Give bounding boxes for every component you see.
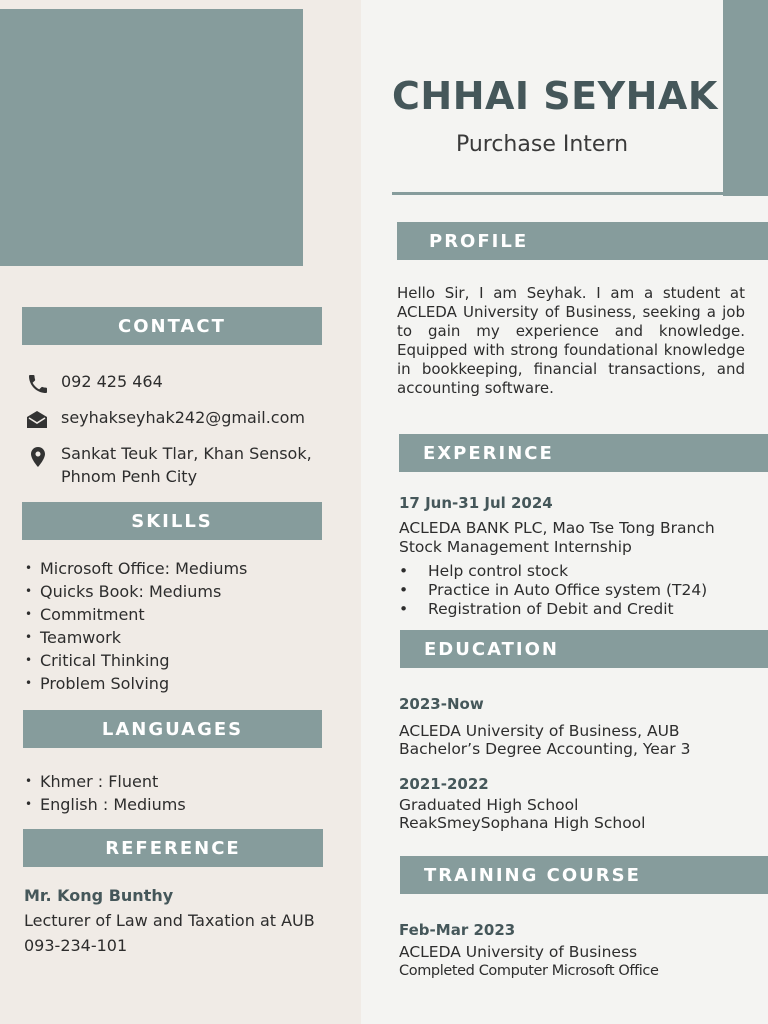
- list-item: • Help control stock: [397, 562, 707, 581]
- experience-bullets: [397, 562, 707, 619]
- training-line: ACLEDA University of Business: [399, 943, 638, 961]
- experience-role: Stock Management Internship: [399, 538, 632, 556]
- languages-list: [23, 770, 186, 816]
- training-line: Completed Computer Microsoft Office: [399, 963, 659, 979]
- reference-role: Lecturer of Law and Taxation at AUB: [24, 911, 315, 930]
- contact-phone: 092 425 464: [61, 372, 163, 391]
- list-item: • Critical Thinking: [23, 649, 247, 672]
- education-line: Bachelor’s Degree Accounting, Year 3: [399, 740, 691, 758]
- reference-heading: REFERENCE: [23, 829, 323, 867]
- contact-address-line1: Sankat Teuk Tlar, Khan Sensok,: [61, 444, 312, 463]
- profile-heading: PROFILE: [397, 222, 768, 260]
- contact-heading: CONTACT: [22, 307, 322, 345]
- education-line: ReakSmeySophana High School: [399, 814, 646, 832]
- list-item: • Microsoft Office: Mediums: [23, 557, 247, 580]
- experience-heading: EXPERINCE: [399, 434, 768, 472]
- training-date: Feb-Mar 2023: [399, 921, 516, 939]
- top-accent-bar: [723, 0, 768, 196]
- phone-icon: [26, 372, 50, 396]
- list-item: • Commitment: [23, 603, 247, 626]
- job-title: Purchase Intern: [455, 132, 629, 157]
- list-item: • Practice in Auto Office system (T24): [397, 581, 707, 600]
- reference-name: Mr. Kong Bunthy: [24, 886, 174, 905]
- envelope-icon: [25, 408, 49, 432]
- list-item: • Teamwork: [23, 626, 247, 649]
- list-item: • Problem Solving: [23, 672, 247, 695]
- contact-address-line2: Phnom Penh City: [61, 467, 198, 486]
- training-heading: TRAINING COURSE: [400, 856, 768, 894]
- candidate-name: CHHAI SEYHAK: [392, 74, 718, 118]
- education-line: Graduated High School: [399, 796, 579, 814]
- list-item: • English : Mediums: [23, 793, 186, 816]
- experience-date: 17 Jun-31 Jul 2024: [399, 494, 553, 512]
- skills-heading: SKILLS: [22, 502, 322, 540]
- education-date: 2021-2022: [399, 775, 489, 793]
- list-item: • Khmer : Fluent: [23, 770, 186, 793]
- header-divider: [392, 192, 768, 195]
- profile-text: Hello Sir, I am Seyhak. I am a student at ACLEDA University of Business, seeking a job to gain my experience and knowledge. Equipped with strong foundational knowledge in bookkeeping, financial transactions, and accounting software.: [397, 284, 745, 397]
- education-line: ACLEDA University of Business, AUB: [399, 722, 680, 740]
- contact-email: seyhakseyhak242@gmail.com: [61, 408, 305, 427]
- languages-heading: LANGUAGES: [23, 710, 322, 748]
- map-pin-icon: [26, 445, 50, 469]
- list-item: • Quicks Book: Mediums: [23, 580, 247, 603]
- education-heading: EDUCATION: [400, 630, 768, 668]
- list-item: • Registration of Debit and Credit: [397, 600, 707, 619]
- photo-placeholder: [0, 9, 303, 266]
- education-date: 2023-Now: [399, 695, 484, 713]
- skills-list: [23, 557, 247, 695]
- experience-company: ACLEDA BANK PLC, Mao Tse Tong Branch: [399, 519, 715, 537]
- reference-phone: 093-234-101: [24, 936, 128, 955]
